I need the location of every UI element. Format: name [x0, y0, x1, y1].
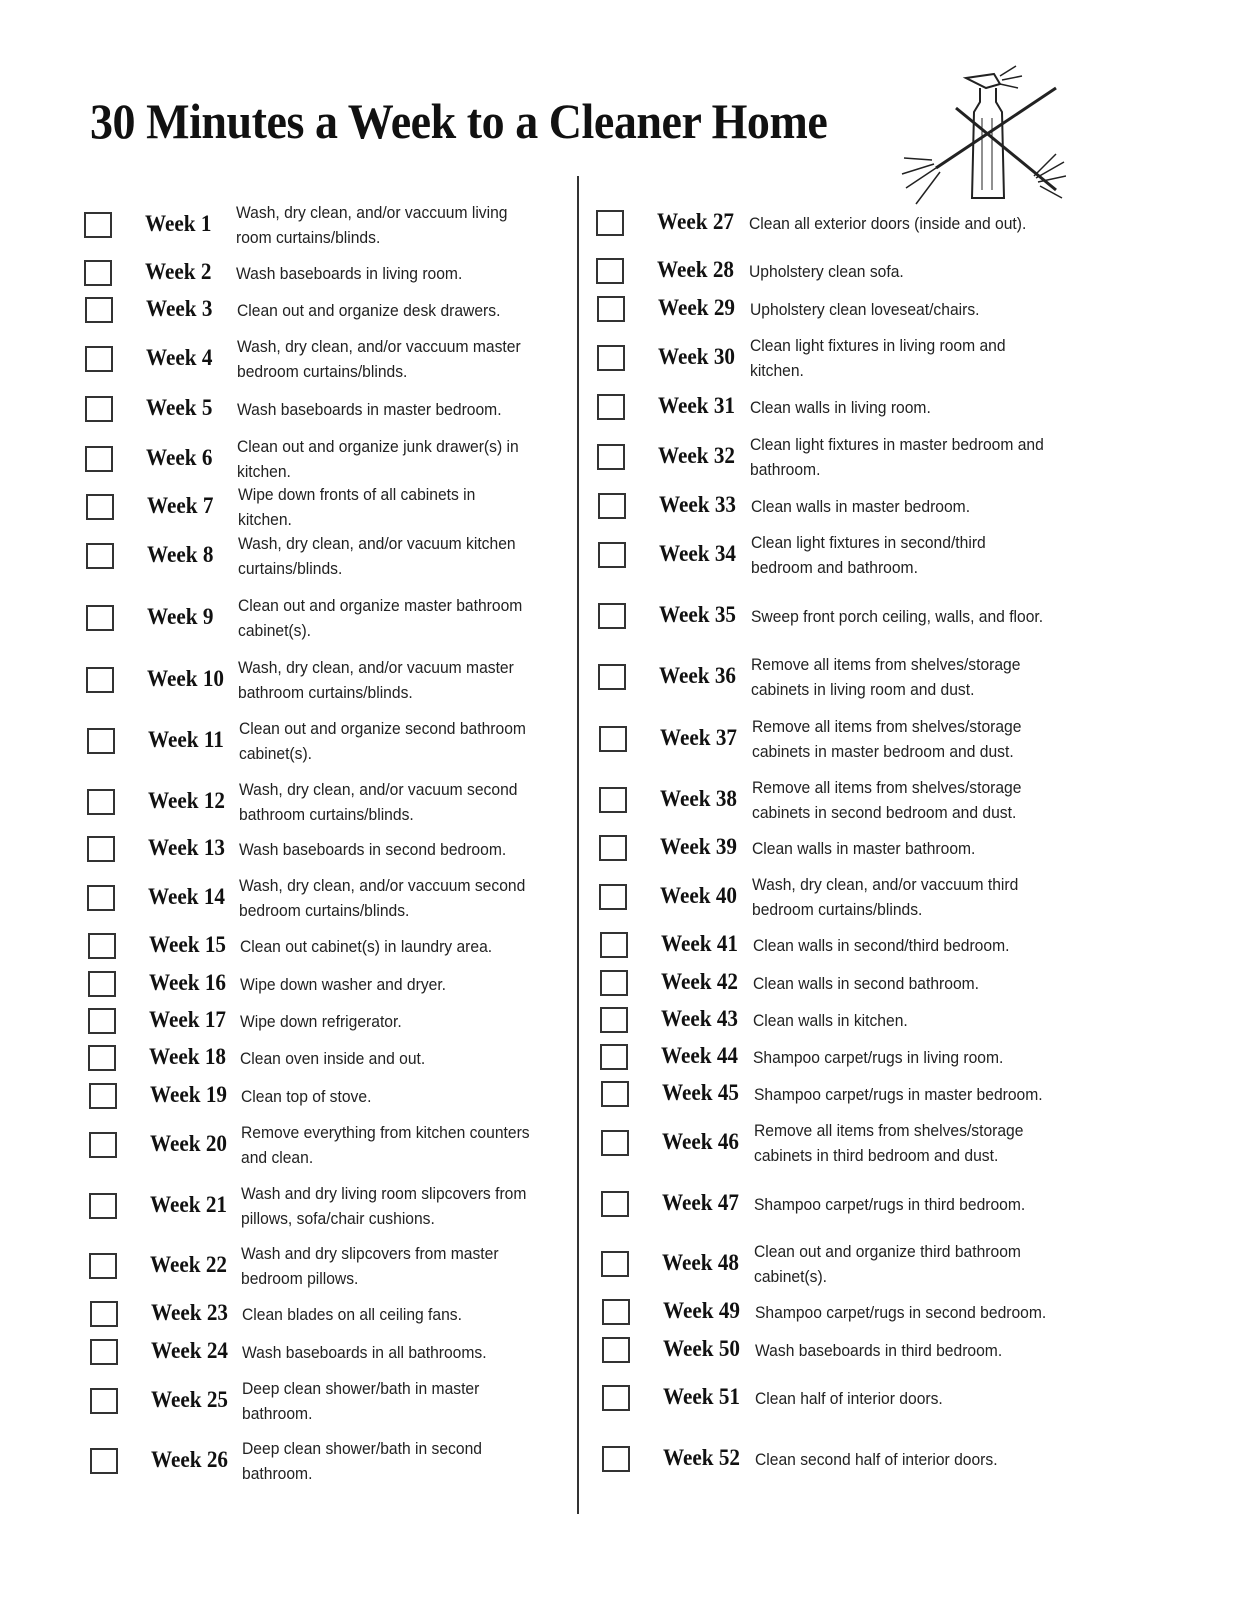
task-description: Clean walls in master bathroom.	[752, 838, 976, 858]
week-label: Week 11	[147, 727, 224, 752]
task-description: Clean walls in master bedroom.	[750, 496, 970, 516]
week-label: Week 21	[150, 1192, 228, 1217]
week-label: Week 24	[150, 1338, 228, 1363]
week-label: Week 28	[657, 257, 735, 282]
task-description: Upholstery clean loveseat/chairs.	[749, 299, 980, 319]
checklist-row	[0, 586, 1234, 646]
week-label: Week 17	[149, 1007, 227, 1032]
task-description: Clean out and organize junk drawer(s) in kitchen.	[237, 437, 519, 481]
week-label: Week 40	[660, 883, 738, 908]
week-label: Week 26	[151, 1447, 229, 1472]
checkbox[interactable]	[597, 296, 625, 322]
task-description: Wash baseboards in master bedroom.	[237, 399, 502, 419]
task-description: Clean walls in second/third bedroom.	[752, 935, 1009, 955]
task-description: Clean blades on all ceiling fans.	[241, 1304, 462, 1324]
task-description: Deep clean shower/bath in master bathroom.	[242, 1379, 480, 1423]
task-description: Wipe down refrigerator.	[240, 1011, 402, 1031]
checklist-row	[0, 525, 1234, 585]
task-description: Wash baseboards in third bedroom.	[754, 1340, 1002, 1360]
checklist-row	[0, 709, 1234, 769]
task-description: Clean all exterior doors (inside and out).	[749, 213, 1027, 233]
task-description: Deep clean shower/bath in second bathroom.	[242, 1439, 483, 1483]
week-label: Week 7	[146, 493, 213, 518]
week-label: Week 3	[145, 296, 212, 321]
task-description: Clean out and organize desk drawers.	[236, 300, 500, 320]
week-label: Week 51	[663, 1384, 741, 1409]
week-label: Week 41	[660, 931, 738, 956]
week-label: Week 9	[147, 604, 214, 629]
checkbox[interactable]	[597, 394, 625, 420]
task-description: Wash and dry living room slipcovers from pillows, sofa/chair cushions.	[241, 1184, 527, 1228]
task-description: Clean top of stove.	[240, 1086, 371, 1106]
week-label: Week 10	[147, 666, 225, 691]
week-label: Week 22	[150, 1252, 228, 1277]
week-label: Week 52	[663, 1445, 741, 1470]
checkbox[interactable]	[601, 1191, 629, 1217]
checklist-row	[0, 1429, 1234, 1489]
checkbox[interactable]	[598, 542, 626, 568]
week-label: Week 6	[146, 445, 213, 470]
week-label: Week 29	[657, 295, 735, 320]
week-label: Week 34	[658, 541, 736, 566]
checkbox[interactable]	[602, 1385, 630, 1411]
checkbox[interactable]	[597, 345, 625, 371]
week-label: Week 49	[662, 1298, 740, 1323]
task-description: Wash, dry clean, and/or vacuum master bathroom curtains/blinds.	[238, 658, 515, 702]
checkbox[interactable]	[598, 664, 626, 690]
checkbox[interactable]	[598, 493, 626, 519]
week-label: Week 31	[658, 393, 736, 418]
task-description: Wash, dry clean, and/or vaccuum second bedroom curtains/blinds.	[239, 876, 526, 920]
checklist-row	[0, 1113, 1234, 1173]
week-label: Week 15	[148, 932, 226, 957]
task-description: Clean walls in living room.	[750, 397, 931, 417]
week-label: Week 43	[661, 1006, 739, 1031]
week-label: Week 4	[145, 345, 213, 370]
task-description: Clean half of interior doors.	[755, 1388, 943, 1408]
checklist-row	[0, 647, 1234, 707]
checklist-row	[0, 1368, 1234, 1428]
week-label: Week 27	[657, 209, 735, 234]
checkbox[interactable]	[599, 787, 627, 813]
week-label: Week 20	[149, 1131, 227, 1156]
week-label: Week 2	[145, 259, 212, 284]
checkbox[interactable]	[597, 444, 625, 470]
checkbox[interactable]	[601, 1251, 629, 1277]
checkbox[interactable]	[599, 726, 627, 752]
task-description: Wash, dry clean, and/or vacuum second bathroom curtains/blinds.	[238, 780, 518, 824]
task-description: Wash baseboards in all bathrooms.	[241, 1342, 487, 1362]
week-label: Week 37	[659, 725, 737, 750]
week-label: Week 16	[148, 970, 226, 995]
week-label: Week 32	[658, 443, 736, 468]
task-description: Wash baseboards in living room.	[236, 263, 463, 283]
task-description: Clean out cabinet(s) in laundry area.	[239, 936, 492, 956]
task-description: Clean walls in kitchen.	[753, 1010, 908, 1030]
week-label: Week 14	[148, 884, 226, 909]
task-description: Clean oven inside and out.	[240, 1048, 426, 1068]
task-description: Remove all items from shelves/storage cabinets in third bedroom and dust.	[753, 1121, 1024, 1165]
checkbox[interactable]	[599, 835, 627, 861]
week-label: Week 48	[662, 1250, 740, 1275]
week-label: Week 18	[149, 1044, 227, 1069]
week-label: Week 25	[151, 1387, 229, 1412]
week-label: Week 33	[658, 492, 736, 517]
week-label: Week 19	[149, 1082, 227, 1107]
week-label: Week 50	[662, 1336, 740, 1361]
task-description: Upholstery clean sofa.	[749, 261, 904, 281]
task-description: Clean light fixtures in second/third bedroom and bathroom.	[750, 533, 986, 577]
week-label: Week 8	[146, 542, 214, 567]
checkbox[interactable]	[599, 884, 627, 910]
task-description: Remove all items from shelves/storage cabinets in living room and dust.	[751, 655, 1021, 699]
task-description: Remove all items from shelves/storage cabinets in second bedroom and dust.	[751, 778, 1022, 822]
task-description: Wipe down fronts of all cabinets in kitchen.	[237, 485, 475, 529]
task-description: Wash, dry clean, and/or vaccuum master bedroom curtains/blinds.	[236, 337, 521, 381]
checkbox[interactable]	[601, 1130, 629, 1156]
task-description: Shampoo carpet/rugs in living room.	[753, 1047, 1004, 1067]
week-label: Week 35	[659, 602, 737, 627]
task-description: Wash, dry clean, and/or vaccuum third bedroom curtains/blinds.	[752, 875, 1019, 919]
task-description: Wash, dry clean, and/or vaccuum living room curtains/blinds.	[236, 203, 508, 247]
checkbox[interactable]	[596, 210, 624, 236]
week-label: Week 46	[661, 1129, 739, 1154]
task-description: Clean light fixtures in master bedroom and bathroom.	[750, 435, 1045, 479]
cleaning-supplies-illustration	[896, 58, 1066, 208]
checkbox[interactable]	[598, 603, 626, 629]
week-label: Week 13	[148, 835, 226, 860]
week-label: Week 12	[147, 788, 225, 813]
task-description: Wash, dry clean, and/or vacuum kitchen curtains/blinds.	[237, 534, 516, 578]
task-description: Wipe down washer and dryer.	[239, 974, 446, 994]
task-description: Clean out and organize second bathroom cabinet(s).	[238, 719, 526, 763]
task-description: Clean out and organize master bathroom cabinet(s).	[238, 596, 523, 640]
week-label: Week 44	[661, 1043, 739, 1068]
week-label: Week 47	[662, 1190, 740, 1215]
checkbox[interactable]	[602, 1337, 630, 1363]
week-label: Week 1	[145, 211, 212, 236]
week-label: Week 42	[660, 969, 738, 994]
task-description: Shampoo carpet/rugs in third bedroom.	[754, 1194, 1026, 1214]
task-description: Remove all items from shelves/storage cabinets in master bedroom and dust.	[751, 717, 1021, 761]
task-description: Clean out and organize third bathroom cabinet(s).	[754, 1242, 1022, 1286]
page-title: 30 Minutes a Week to a Cleaner Home	[90, 93, 828, 149]
task-description: Remove everything from kitchen counters and clean.	[240, 1123, 530, 1167]
task-description: Wash baseboards in second bedroom.	[239, 839, 507, 859]
week-label: Week 36	[659, 663, 737, 688]
week-label: Week 23	[150, 1300, 228, 1325]
task-description: Shampoo carpet/rugs in master bedroom.	[753, 1084, 1043, 1104]
checklist-row	[0, 1174, 1234, 1234]
week-label: Week 5	[146, 395, 213, 420]
week-label: Week 39	[660, 834, 738, 859]
week-label: Week 45	[661, 1080, 739, 1105]
checkbox[interactable]	[601, 1081, 629, 1107]
week-label: Week 38	[659, 786, 737, 811]
task-description: Clean light fixtures in living room and kitchen.	[749, 336, 1006, 380]
task-description: Sweep front porch ceiling, walls, and floor.	[751, 606, 1044, 626]
task-description: Shampoo carpet/rugs in second bedroom.	[754, 1302, 1046, 1322]
task-description: Clean walls in second bathroom.	[752, 973, 979, 993]
task-description: Clean second half of interior doors.	[755, 1449, 998, 1469]
checkbox[interactable]	[602, 1446, 630, 1472]
week-label: Week 30	[657, 344, 735, 369]
task-description: Wash and dry slipcovers from master bedroom pillows.	[241, 1244, 499, 1288]
